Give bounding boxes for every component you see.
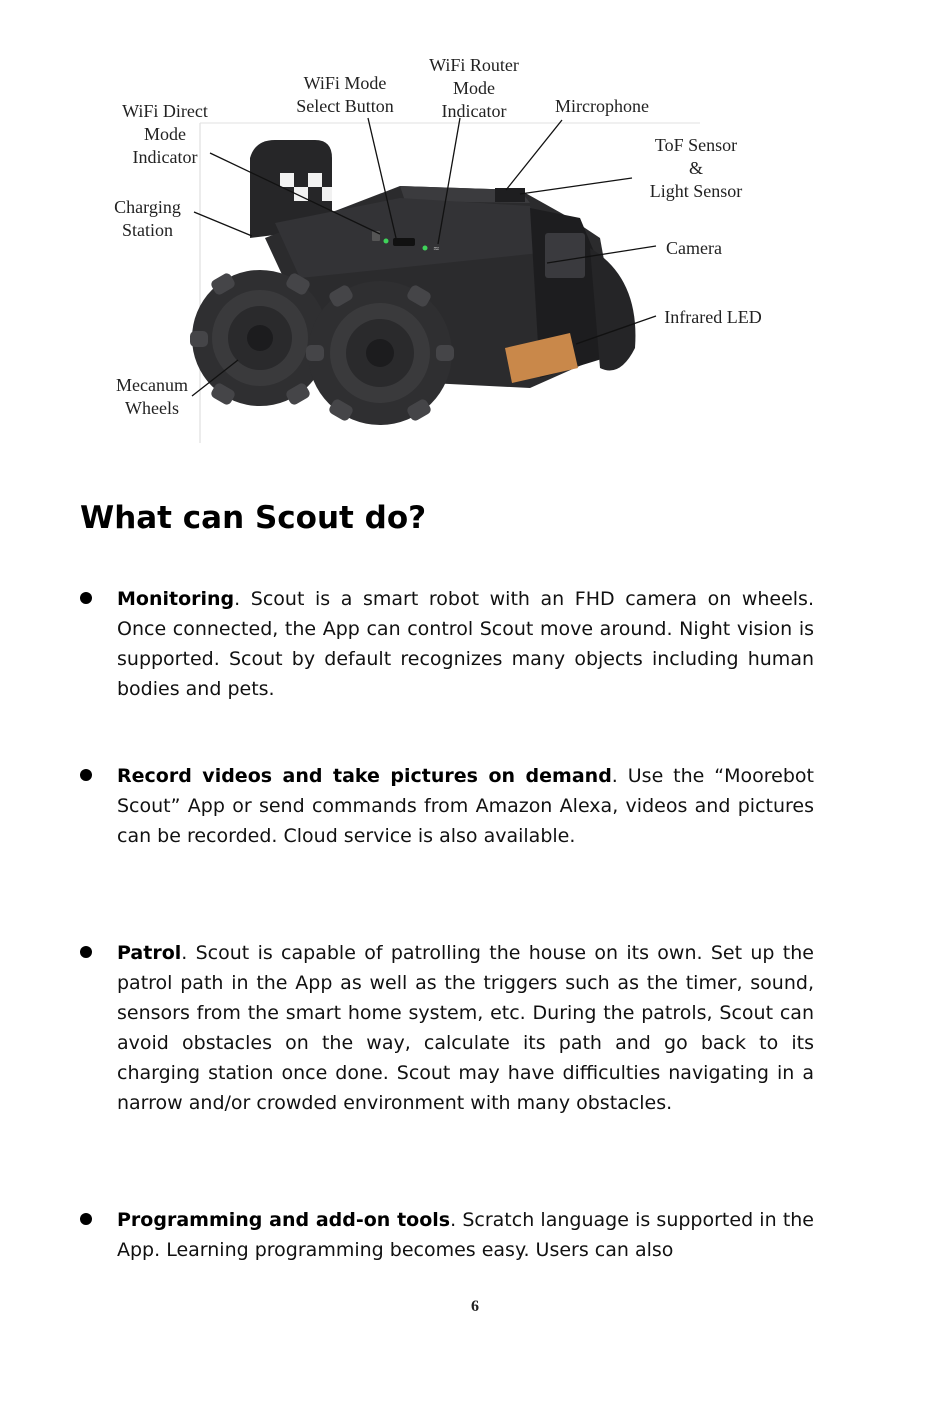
bullet-icon [80, 592, 92, 604]
callout-infrared-led: Infrared LED [664, 307, 762, 327]
list-item-body: . Use the “Moorebot Scout” App or send commands from Amazon Alexa, videos and pictures can be recorded. Cloud service is also available. [117, 765, 814, 847]
list-item-text [117, 938, 814, 1118]
bullet-icon [80, 769, 92, 781]
callout-mecanum-wheels: Mecanum Wheels [116, 375, 188, 418]
list-item-monitoring [80, 584, 820, 704]
callout-tof-light-sensor: ToF Sensor & Light Sensor [649, 135, 743, 201]
callout-wifi-mode-select-button: WiFi Mode Select Button [296, 73, 394, 116]
callout-camera: Camera [666, 238, 722, 258]
list-item-title: Programming and add-on tools [117, 1209, 451, 1231]
bullet-icon [80, 1213, 92, 1225]
bullet-icon [80, 946, 92, 958]
callout-wifi-direct-mode-indicator: WiFi Direct Mode Indicator [122, 101, 208, 167]
list-item-body: . Scout is a smart robot with an FHD camera on wheels. Once connected, the App can control Scout move around. Night vision is supported. Scout by default recognizes many objects including human bodies and pets. [117, 588, 814, 700]
list-item-text [117, 761, 814, 851]
page-number: 6 [471, 1298, 479, 1315]
list-item-title: Patrol [117, 942, 182, 964]
list-item-programming [80, 1205, 820, 1265]
robot-diagram [100, 48, 800, 448]
list-item-text [117, 1205, 814, 1265]
svg-text:≈: ≈ [433, 244, 440, 253]
list-item-text [117, 584, 814, 704]
list-item-body: . Scout is capable of patrolling the house on its own. Set up the patrol path in the App as well as the triggers such as the timer, sound, sensors from the smart home system, etc. During the patrols, Scout can avoid obstacles on the way, calculate its path and go back to its charging station once done. Scout may have difficulties navigating in a narrow and/or crowded environment with many obstacles. [117, 942, 814, 1114]
list-item-record [80, 761, 820, 851]
list-item-title: Monitoring [117, 588, 235, 610]
list-item-title: Record videos and take pictures on demand [117, 765, 612, 787]
callout-microphone: Mircrophone [555, 96, 649, 116]
list-item-patrol [80, 938, 820, 1118]
section-heading: What can Scout do? [80, 500, 427, 536]
callout-wifi-router-mode-indicator: WiFi Router Mode Indicator [429, 55, 519, 121]
callout-charging-station: Charging Station [114, 197, 181, 240]
list-item-body: . Scratch language is supported in the App. Learning programming becomes easy. Users can also [117, 1209, 814, 1261]
